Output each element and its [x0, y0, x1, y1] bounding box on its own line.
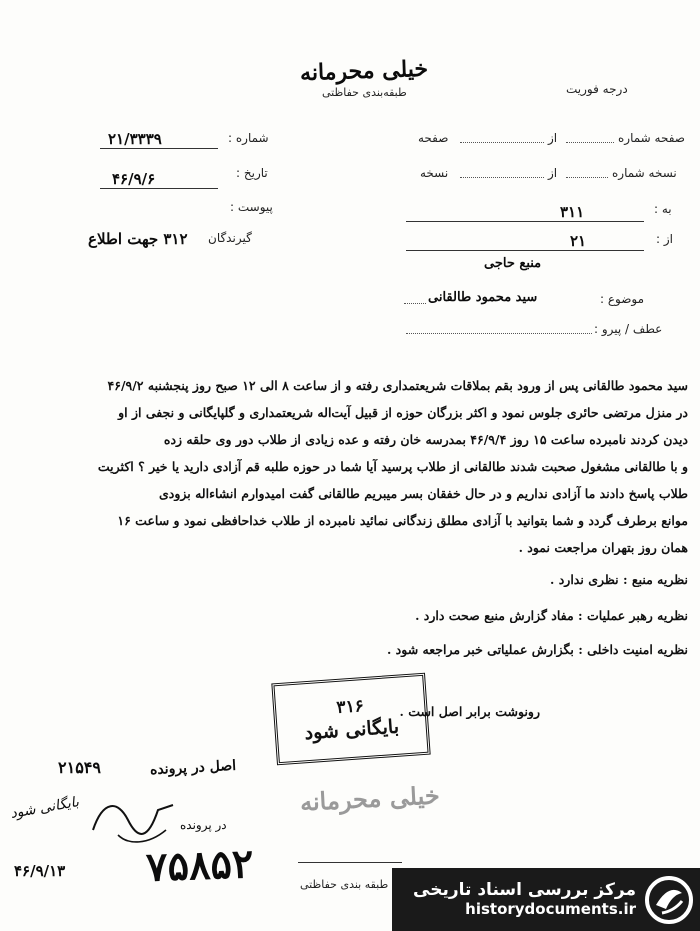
footer-classification-caption: طبقه بندی حفاظتی: [300, 878, 389, 891]
body-line-4: و با طالقانی مشغول صحبت شدند طالقانی از طلاب پرسید آیا شما در حوزه طلبه قم آزادی دارید یا خیر ؟ اکثریت: [97, 459, 688, 474]
from-value: ۲۱: [570, 232, 587, 250]
transcript-note: رونوشت برابر اصل است .: [399, 704, 540, 719]
page-total-dots: [460, 141, 544, 143]
copy-unit-label: نسخه: [420, 166, 449, 180]
date-value: ۴۶/۹/۶: [112, 170, 156, 188]
body-line-5: طلاب پاسخ دادند ما آزادی نداریم و در حال خفقان بسر میبریم طالقانی گفت امیدوارم انشاءاله بزودی: [158, 486, 688, 501]
attachment-label: پیوست :: [230, 200, 273, 214]
classification-caption: طبقه‌بندی حفاظتی: [322, 86, 407, 99]
archive-logo-banner: [392, 868, 700, 931]
number-underline: [100, 148, 218, 149]
recipients-value: ۳۱۲ جهت اطلاع: [88, 230, 188, 248]
copy-total-dots: [460, 176, 544, 178]
archive-stamp: [271, 673, 430, 766]
archive-logo-icon: [644, 875, 694, 925]
handwritten-date: ۴۶/۹/۱۳: [14, 862, 66, 880]
from-underline: [406, 250, 644, 251]
page-of-label: از: [548, 131, 558, 145]
stamp-number: ۳۱۶: [335, 696, 365, 718]
body-line-1: سید محمود طالقانی پس از ورود بقم بملاقات شریعتمداری رفته و از ساعت ۸ الی ۱۲ صبح روز پنجشنبه ۴۶/۹/۲: [107, 378, 688, 393]
footer-rule: [298, 862, 402, 863]
copy-number-dots: [566, 176, 608, 178]
archive-number: ۲۱۵۴۹: [58, 758, 101, 777]
page-number-label: صفحه شماره: [618, 131, 685, 145]
logo-persian-text: مرکز بررسی اسناد تاریخی: [413, 880, 636, 901]
body-line-3: دیدن کردند نامبرده ساعت ۱۵ روز ۴۶/۹/۴ بمدرسه خان رفته و عده زیادی از طلاب دور وی حلقه زده: [163, 432, 688, 447]
large-handwritten-number: ۷۵۸۵۲: [145, 840, 255, 891]
signature-scribble: [88, 790, 178, 850]
logo-english-text: historydocuments.ir: [465, 899, 636, 918]
number-value: ۲۱/۳۳۳۹: [108, 130, 162, 148]
subject-dots: [404, 302, 426, 304]
page-number-dots: [566, 141, 614, 143]
to-value: ۳۱۱: [560, 203, 585, 221]
security-opinion: نظریه امنیت داخلی : بگزارش عملیاتی خبر مراجعه شود .: [386, 642, 688, 657]
recipients-label: گیرندگان: [208, 231, 252, 245]
number-label: شماره :: [228, 131, 269, 145]
date-label: تاریخ :: [236, 166, 268, 180]
date-underline: [100, 188, 218, 189]
source-label: منبع حاجی: [484, 256, 542, 271]
page-unit-label: صفحه: [418, 131, 449, 145]
copy-of-label: از: [548, 166, 558, 180]
copy-number-label: نسخه شماره: [612, 166, 677, 180]
classification-watermark: خیلی محرمانه: [299, 780, 441, 817]
source-opinion: نظریه منبع : نظری ندارد .: [550, 572, 688, 587]
to-label: به :: [654, 202, 672, 216]
from-label: از :: [656, 232, 673, 246]
subject-value: سید محمود طالقانی: [428, 290, 538, 305]
body-line-7: همان روز بتهران مراجعت نمود .: [518, 540, 688, 555]
reference-label: عطف / پیرو :: [594, 322, 663, 336]
stamp-text: بایگانی شود: [303, 715, 400, 745]
classification-handwritten: خیلی محرمانه: [299, 55, 429, 87]
urgency-label: درجه فوریت: [566, 82, 628, 96]
file-prefix: در پرونده: [180, 818, 227, 832]
reference-dots: [406, 332, 592, 334]
body-line-6: موانع برطرف گردد و شما بتوانید با آزادی مطلق زندگانی نمائید نامبرده از طلاب خداحافظی نمود و ساعت ۱۶: [117, 513, 688, 528]
ops-opinion: نظریه رهبر عملیات : مفاد گزارش منبع صحت دارد .: [415, 608, 688, 623]
to-underline: [406, 221, 644, 222]
signature-note: بایگانی شود: [9, 794, 81, 822]
subject-label: موضوع :: [600, 292, 645, 306]
archive-note: اصل در پرونده: [149, 757, 237, 779]
body-line-2: در منزل مرتضی حائری جلوس نمود و اکثر بزرگان حوزه از قبیل آیت‌اله شریعتمداری و گلپایگانی و نجفی از او: [118, 405, 688, 420]
